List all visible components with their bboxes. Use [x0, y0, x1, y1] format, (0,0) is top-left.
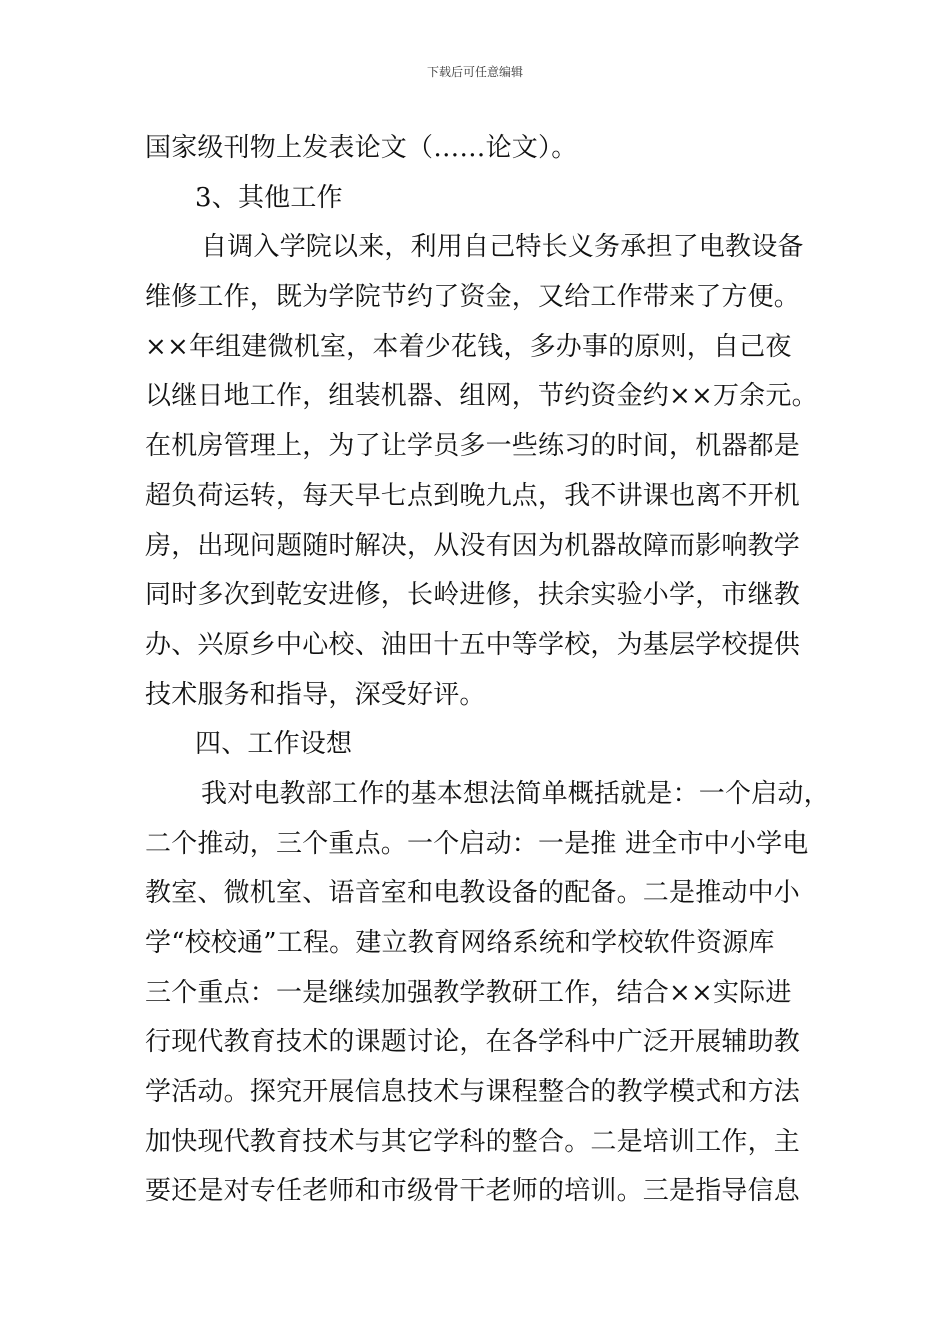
text-line: 三个重点：一是继续加强教学教研工作，结合××实际进 — [145, 977, 792, 1008]
section-heading: 3、其他工作 — [195, 182, 343, 213]
text-line: 维修工作，既为学院节约了资金，又给工作带来了方便。 — [145, 282, 801, 313]
text-line: 教室、微机室、语音室和电教设备的配备。二是推动中小 — [145, 878, 801, 909]
paragraph-first-line: 自调入学院以来，利用自己特长义务承担了电教设备 — [201, 232, 804, 263]
text-line: 超负荷运转，每天早七点到晚九点，我不讲课也离不开机 — [145, 480, 801, 511]
text-line: 加快现代教育技术与其它学科的整合。二是培训工作，主 — [145, 1126, 801, 1157]
text-line: 国家级刊物上发表论文（……论文）。 — [145, 133, 578, 163]
text-line: ××年组建微机室，本着少花钱，多办事的原则，自己夜 — [145, 331, 792, 362]
text-line: 在机房管理上，为了让学员多一些练习的时间，机器都是 — [145, 431, 801, 462]
text-line: 要还是对专任老师和市级骨干老师的培训。三是指导信息 — [145, 1176, 801, 1207]
text-line: 行现代教育技术的课题讨论，在各学科中广泛开展辅助教 — [145, 1027, 801, 1058]
text-line: 二个推动，三个重点。一个启动：一是推 进全市中小学电 — [145, 828, 809, 859]
text-line: 学活动。探究开展信息技术与课程整合的教学模式和方法 — [145, 1077, 801, 1108]
text-line: 办、兴原乡中心校、油田十五中等学校，为基层学校提供 — [145, 629, 801, 660]
text-line: 同时多次到乾安进修，长岭进修，扶余实验小学，市继教 — [145, 580, 801, 611]
text-line: 房，出现问题随时解决，从没有因为机器故障而影响教学 — [145, 530, 801, 561]
document-body — [145, 124, 835, 1217]
text-line: 技术服务和指导，深受好评。 — [145, 679, 486, 710]
page-header: 下载后可任意编辑 — [426, 65, 523, 79]
text-line: 学“校校通”工程。建立教育网络系统和学校软件资源库 — [145, 928, 775, 958]
text-line: 以继日地工作，组装机器、组网，节约资金约××万余元。 — [145, 381, 818, 412]
paragraph-first-line: 我对电教部工作的基本想法简单概括就是：一个启动， — [201, 778, 830, 809]
section-heading: 四、工作设想 — [195, 729, 353, 760]
